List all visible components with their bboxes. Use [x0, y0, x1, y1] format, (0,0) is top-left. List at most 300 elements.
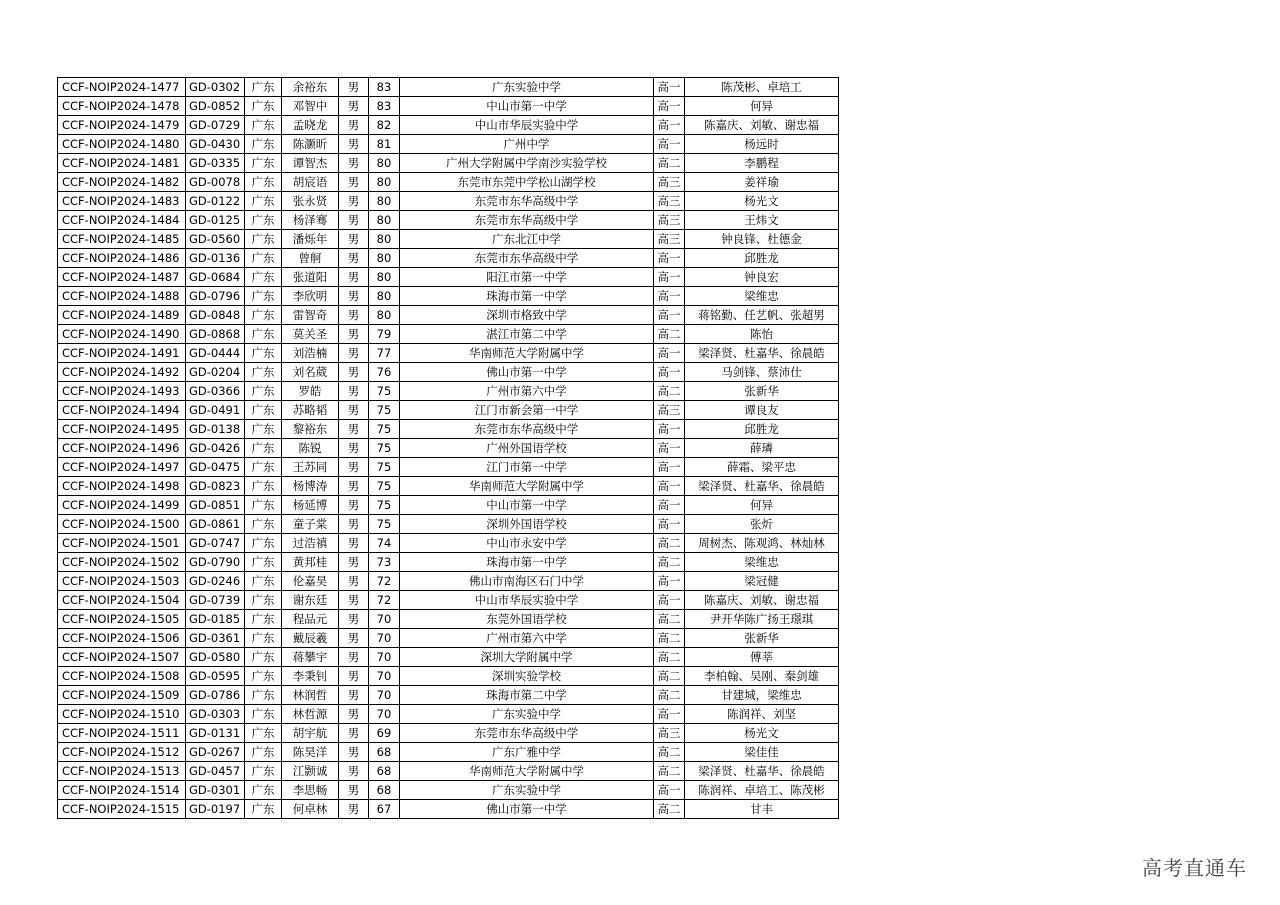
- table-row: [58, 192, 839, 211]
- province-cell: 广东: [245, 344, 282, 363]
- coach-cell: 陈茂彬、卓培工: [685, 78, 839, 97]
- school-cell: 广东实验中学: [400, 78, 654, 97]
- registration-id-cell: CCF-NOIP2024-1505: [58, 610, 186, 629]
- exam-number-cell: GD-0852: [186, 97, 245, 116]
- grade-cell: 高二: [654, 553, 685, 572]
- grade-cell: 高三: [654, 173, 685, 192]
- gender-cell: 男: [339, 97, 369, 116]
- student-name-cell: 谭智杰: [282, 154, 339, 173]
- exam-number-cell: GD-0267: [186, 743, 245, 762]
- grade-cell: 高三: [654, 724, 685, 743]
- score-cell: 80: [369, 287, 400, 306]
- exam-number-cell: GD-0444: [186, 344, 245, 363]
- province-cell: 广东: [245, 135, 282, 154]
- coach-cell: 杨光文: [685, 724, 839, 743]
- coach-cell: 薛霜、梁平忠: [685, 458, 839, 477]
- score-cell: 75: [369, 496, 400, 515]
- registration-id-cell: CCF-NOIP2024-1495: [58, 420, 186, 439]
- registration-id-cell: CCF-NOIP2024-1510: [58, 705, 186, 724]
- gender-cell: 男: [339, 591, 369, 610]
- province-cell: 广东: [245, 496, 282, 515]
- coach-cell: 何异: [685, 496, 839, 515]
- grade-cell: 高一: [654, 591, 685, 610]
- school-cell: 广州中学: [400, 135, 654, 154]
- grade-cell: 高二: [654, 534, 685, 553]
- coach-cell: 马剑锋、蔡沛仕: [685, 363, 839, 382]
- score-cell: 67: [369, 800, 400, 819]
- exam-number-cell: GD-0739: [186, 591, 245, 610]
- province-cell: 广东: [245, 287, 282, 306]
- table-row: [58, 344, 839, 363]
- province-cell: 广东: [245, 686, 282, 705]
- coach-cell: 邱胜龙: [685, 249, 839, 268]
- exam-number-cell: GD-0301: [186, 781, 245, 800]
- coach-cell: 梁维忠: [685, 553, 839, 572]
- school-cell: 广州大学附属中学南沙实验学校: [400, 154, 654, 173]
- score-cell: 80: [369, 211, 400, 230]
- school-cell: 中山市华辰实验中学: [400, 591, 654, 610]
- score-cell: 68: [369, 781, 400, 800]
- exam-number-cell: GD-0246: [186, 572, 245, 591]
- exam-number-cell: GD-0204: [186, 363, 245, 382]
- coach-cell: 梁冠健: [685, 572, 839, 591]
- school-cell: 佛山市第一中学: [400, 800, 654, 819]
- score-cell: 80: [369, 230, 400, 249]
- gender-cell: 男: [339, 629, 369, 648]
- score-cell: 80: [369, 154, 400, 173]
- gender-cell: 男: [339, 325, 369, 344]
- score-cell: 80: [369, 306, 400, 325]
- grade-cell: 高一: [654, 515, 685, 534]
- score-cell: 75: [369, 420, 400, 439]
- grade-cell: 高一: [654, 496, 685, 515]
- province-cell: 广东: [245, 762, 282, 781]
- gender-cell: 男: [339, 154, 369, 173]
- gender-cell: 男: [339, 249, 369, 268]
- registration-id-cell: CCF-NOIP2024-1501: [58, 534, 186, 553]
- student-name-cell: 刘名葳: [282, 363, 339, 382]
- exam-number-cell: GD-0580: [186, 648, 245, 667]
- province-cell: 广东: [245, 743, 282, 762]
- gender-cell: 男: [339, 724, 369, 743]
- student-name-cell: 张道阳: [282, 268, 339, 287]
- score-cell: 75: [369, 439, 400, 458]
- registration-id-cell: CCF-NOIP2024-1486: [58, 249, 186, 268]
- exam-number-cell: GD-0426: [186, 439, 245, 458]
- student-name-cell: 刘浩楠: [282, 344, 339, 363]
- table-row: [58, 648, 839, 667]
- student-name-cell: 江颢诚: [282, 762, 339, 781]
- school-cell: 江门市新会第一中学: [400, 401, 654, 420]
- province-cell: 广东: [245, 439, 282, 458]
- school-cell: 中山市华辰实验中学: [400, 116, 654, 135]
- results-table: [57, 77, 839, 819]
- coach-cell: 梁泽贤、杜嘉华、徐晨皓: [685, 344, 839, 363]
- coach-cell: 蒋铭勤、任艺帆、张超男: [685, 306, 839, 325]
- coach-cell: 邱胜龙: [685, 420, 839, 439]
- table-row: [58, 97, 839, 116]
- student-name-cell: 过浩禛: [282, 534, 339, 553]
- school-cell: 华南师范大学附属中学: [400, 762, 654, 781]
- registration-id-cell: CCF-NOIP2024-1507: [58, 648, 186, 667]
- registration-id-cell: CCF-NOIP2024-1477: [58, 78, 186, 97]
- school-cell: 华南师范大学附属中学: [400, 477, 654, 496]
- coach-cell: 梁维忠: [685, 287, 839, 306]
- province-cell: 广东: [245, 629, 282, 648]
- score-cell: 77: [369, 344, 400, 363]
- gender-cell: 男: [339, 477, 369, 496]
- grade-cell: 高二: [654, 382, 685, 401]
- coach-cell: 钟良宏: [685, 268, 839, 287]
- province-cell: 广东: [245, 534, 282, 553]
- score-cell: 75: [369, 458, 400, 477]
- coach-cell: 谭良友: [685, 401, 839, 420]
- school-cell: 中山市第一中学: [400, 496, 654, 515]
- grade-cell: 高二: [654, 762, 685, 781]
- grade-cell: 高一: [654, 344, 685, 363]
- grade-cell: 高二: [654, 667, 685, 686]
- registration-id-cell: CCF-NOIP2024-1488: [58, 287, 186, 306]
- table-row: [58, 211, 839, 230]
- table-row: [58, 515, 839, 534]
- student-name-cell: 潘烁年: [282, 230, 339, 249]
- province-cell: 广东: [245, 116, 282, 135]
- gender-cell: 男: [339, 401, 369, 420]
- exam-number-cell: GD-0457: [186, 762, 245, 781]
- gender-cell: 男: [339, 667, 369, 686]
- province-cell: 广东: [245, 78, 282, 97]
- table-row: [58, 154, 839, 173]
- table-row: [58, 762, 839, 781]
- registration-id-cell: CCF-NOIP2024-1508: [58, 667, 186, 686]
- student-name-cell: 张永贤: [282, 192, 339, 211]
- province-cell: 广东: [245, 306, 282, 325]
- registration-id-cell: CCF-NOIP2024-1499: [58, 496, 186, 515]
- grade-cell: 高一: [654, 439, 685, 458]
- gender-cell: 男: [339, 610, 369, 629]
- table-row: [58, 534, 839, 553]
- student-name-cell: 林润哲: [282, 686, 339, 705]
- exam-number-cell: GD-0851: [186, 496, 245, 515]
- table-row: [58, 420, 839, 439]
- school-cell: 珠海市第一中学: [400, 553, 654, 572]
- gender-cell: 男: [339, 743, 369, 762]
- score-cell: 68: [369, 762, 400, 781]
- school-cell: 广东广雅中学: [400, 743, 654, 762]
- gender-cell: 男: [339, 363, 369, 382]
- exam-number-cell: GD-0684: [186, 268, 245, 287]
- registration-id-cell: CCF-NOIP2024-1513: [58, 762, 186, 781]
- school-cell: 深圳外国语学校: [400, 515, 654, 534]
- score-cell: 75: [369, 515, 400, 534]
- student-name-cell: 李欣明: [282, 287, 339, 306]
- registration-id-cell: CCF-NOIP2024-1493: [58, 382, 186, 401]
- gender-cell: 男: [339, 173, 369, 192]
- registration-id-cell: CCF-NOIP2024-1502: [58, 553, 186, 572]
- coach-cell: 陈嘉庆、刘敏、谢忠福: [685, 116, 839, 135]
- grade-cell: 高三: [654, 192, 685, 211]
- score-cell: 70: [369, 667, 400, 686]
- school-cell: 佛山市第一中学: [400, 363, 654, 382]
- grade-cell: 高二: [654, 325, 685, 344]
- exam-number-cell: GD-0560: [186, 230, 245, 249]
- exam-number-cell: GD-0475: [186, 458, 245, 477]
- province-cell: 广东: [245, 211, 282, 230]
- score-cell: 70: [369, 705, 400, 724]
- school-cell: 东莞市东华高级中学: [400, 192, 654, 211]
- exam-number-cell: GD-0136: [186, 249, 245, 268]
- registration-id-cell: CCF-NOIP2024-1491: [58, 344, 186, 363]
- school-cell: 湛江市第二中学: [400, 325, 654, 344]
- table-row: [58, 439, 839, 458]
- registration-id-cell: CCF-NOIP2024-1500: [58, 515, 186, 534]
- grade-cell: 高二: [654, 610, 685, 629]
- province-cell: 广东: [245, 515, 282, 534]
- exam-number-cell: GD-0361: [186, 629, 245, 648]
- coach-cell: 李柏翰、吴刚、秦剑雄: [685, 667, 839, 686]
- student-name-cell: 林哲源: [282, 705, 339, 724]
- exam-number-cell: GD-0747: [186, 534, 245, 553]
- score-cell: 80: [369, 249, 400, 268]
- province-cell: 广东: [245, 458, 282, 477]
- school-cell: 东莞市东莞中学松山湖学校: [400, 173, 654, 192]
- gender-cell: 男: [339, 705, 369, 724]
- grade-cell: 高三: [654, 230, 685, 249]
- gender-cell: 男: [339, 116, 369, 135]
- coach-cell: 薛璘: [685, 439, 839, 458]
- registration-id-cell: CCF-NOIP2024-1509: [58, 686, 186, 705]
- coach-cell: 姜祥瑜: [685, 173, 839, 192]
- grade-cell: 高一: [654, 477, 685, 496]
- school-cell: 广州市第六中学: [400, 629, 654, 648]
- coach-cell: 何异: [685, 97, 839, 116]
- score-cell: 80: [369, 192, 400, 211]
- student-name-cell: 程品元: [282, 610, 339, 629]
- table-row: [58, 610, 839, 629]
- school-cell: 华南师范大学附属中学: [400, 344, 654, 363]
- student-name-cell: 杨延博: [282, 496, 339, 515]
- gender-cell: 男: [339, 648, 369, 667]
- score-cell: 75: [369, 477, 400, 496]
- exam-number-cell: GD-0125: [186, 211, 245, 230]
- school-cell: 广州市第六中学: [400, 382, 654, 401]
- grade-cell: 高二: [654, 800, 685, 819]
- table-row: [58, 382, 839, 401]
- table-row: [58, 135, 839, 154]
- student-name-cell: 何卓林: [282, 800, 339, 819]
- school-cell: 广州外国语学校: [400, 439, 654, 458]
- province-cell: 广东: [245, 553, 282, 572]
- gender-cell: 男: [339, 800, 369, 819]
- score-cell: 79: [369, 325, 400, 344]
- gender-cell: 男: [339, 420, 369, 439]
- exam-number-cell: GD-0729: [186, 116, 245, 135]
- student-name-cell: 童子棠: [282, 515, 339, 534]
- student-name-cell: 陈昊洋: [282, 743, 339, 762]
- student-name-cell: 王苏同: [282, 458, 339, 477]
- student-name-cell: 杨博涛: [282, 477, 339, 496]
- province-cell: 广东: [245, 325, 282, 344]
- table-row: [58, 249, 839, 268]
- registration-id-cell: CCF-NOIP2024-1497: [58, 458, 186, 477]
- province-cell: 广东: [245, 572, 282, 591]
- student-name-cell: 胡宸语: [282, 173, 339, 192]
- gender-cell: 男: [339, 458, 369, 477]
- coach-cell: 王炜文: [685, 211, 839, 230]
- student-name-cell: 蒋攀宇: [282, 648, 339, 667]
- coach-cell: 陈嘉庆、刘敏、谢忠福: [685, 591, 839, 610]
- grade-cell: 高二: [654, 154, 685, 173]
- score-cell: 70: [369, 686, 400, 705]
- coach-cell: 张炘: [685, 515, 839, 534]
- table-row: [58, 781, 839, 800]
- province-cell: 广东: [245, 249, 282, 268]
- exam-number-cell: GD-0138: [186, 420, 245, 439]
- student-name-cell: 曾舸: [282, 249, 339, 268]
- grade-cell: 高一: [654, 97, 685, 116]
- grade-cell: 高二: [654, 629, 685, 648]
- school-cell: 深圳大学附属中学: [400, 648, 654, 667]
- coach-cell: 梁佳佳: [685, 743, 839, 762]
- gender-cell: 男: [339, 781, 369, 800]
- table-row: [58, 686, 839, 705]
- school-cell: 佛山市南海区石门中学: [400, 572, 654, 591]
- score-cell: 81: [369, 135, 400, 154]
- gender-cell: 男: [339, 515, 369, 534]
- province-cell: 广东: [245, 382, 282, 401]
- student-name-cell: 黎裕东: [282, 420, 339, 439]
- score-cell: 82: [369, 116, 400, 135]
- gender-cell: 男: [339, 344, 369, 363]
- province-cell: 广东: [245, 173, 282, 192]
- province-cell: 广东: [245, 154, 282, 173]
- exam-number-cell: GD-0786: [186, 686, 245, 705]
- school-cell: 广东北江中学: [400, 230, 654, 249]
- score-cell: 76: [369, 363, 400, 382]
- exam-number-cell: GD-0185: [186, 610, 245, 629]
- score-cell: 83: [369, 97, 400, 116]
- gender-cell: 男: [339, 762, 369, 781]
- gender-cell: 男: [339, 534, 369, 553]
- registration-id-cell: CCF-NOIP2024-1496: [58, 439, 186, 458]
- province-cell: 广东: [245, 477, 282, 496]
- table-row: [58, 496, 839, 515]
- coach-cell: 梁泽贤、杜嘉华、徐晨皓: [685, 762, 839, 781]
- gender-cell: 男: [339, 287, 369, 306]
- student-name-cell: 莫关圣: [282, 325, 339, 344]
- coach-cell: 杨光文: [685, 192, 839, 211]
- coach-cell: 周树杰、陈观鸿、林灿林: [685, 534, 839, 553]
- score-cell: 75: [369, 401, 400, 420]
- province-cell: 广东: [245, 781, 282, 800]
- gender-cell: 男: [339, 135, 369, 154]
- exam-number-cell: GD-0595: [186, 667, 245, 686]
- province-cell: 广东: [245, 667, 282, 686]
- province-cell: 广东: [245, 268, 282, 287]
- table-row: [58, 477, 839, 496]
- school-cell: 中山市第一中学: [400, 97, 654, 116]
- registration-id-cell: CCF-NOIP2024-1503: [58, 572, 186, 591]
- table-row: [58, 743, 839, 762]
- school-cell: 江门市第一中学: [400, 458, 654, 477]
- school-cell: 东莞市东华高级中学: [400, 420, 654, 439]
- registration-id-cell: CCF-NOIP2024-1484: [58, 211, 186, 230]
- coach-cell: 钟良锋、杜德金: [685, 230, 839, 249]
- grade-cell: 高二: [654, 743, 685, 762]
- grade-cell: 高一: [654, 268, 685, 287]
- province-cell: 广东: [245, 97, 282, 116]
- exam-number-cell: GD-0197: [186, 800, 245, 819]
- table-row: [58, 572, 839, 591]
- score-cell: 83: [369, 78, 400, 97]
- student-name-cell: 陈灏昕: [282, 135, 339, 154]
- registration-id-cell: CCF-NOIP2024-1515: [58, 800, 186, 819]
- province-cell: 广东: [245, 648, 282, 667]
- school-cell: 广东实验中学: [400, 781, 654, 800]
- gender-cell: 男: [339, 211, 369, 230]
- results-table-body: [58, 78, 839, 819]
- grade-cell: 高三: [654, 211, 685, 230]
- province-cell: 广东: [245, 363, 282, 382]
- grade-cell: 高一: [654, 705, 685, 724]
- coach-cell: 梁泽贤、杜嘉华、徐晨皓: [685, 477, 839, 496]
- exam-number-cell: GD-0302: [186, 78, 245, 97]
- registration-id-cell: CCF-NOIP2024-1480: [58, 135, 186, 154]
- score-cell: 70: [369, 610, 400, 629]
- student-name-cell: 李秉钊: [282, 667, 339, 686]
- coach-cell: 张新华: [685, 629, 839, 648]
- student-name-cell: 黄邦桂: [282, 553, 339, 572]
- exam-number-cell: GD-0335: [186, 154, 245, 173]
- gender-cell: 男: [339, 496, 369, 515]
- province-cell: 广东: [245, 230, 282, 249]
- table-row: [58, 591, 839, 610]
- exam-number-cell: GD-0303: [186, 705, 245, 724]
- gender-cell: 男: [339, 192, 369, 211]
- registration-id-cell: CCF-NOIP2024-1511: [58, 724, 186, 743]
- student-name-cell: 余裕东: [282, 78, 339, 97]
- grade-cell: 高一: [654, 781, 685, 800]
- table-row: [58, 629, 839, 648]
- table-row: [58, 325, 839, 344]
- school-cell: 中山市永安中学: [400, 534, 654, 553]
- registration-id-cell: CCF-NOIP2024-1506: [58, 629, 186, 648]
- grade-cell: 高一: [654, 363, 685, 382]
- school-cell: 东莞外国语学校: [400, 610, 654, 629]
- registration-id-cell: CCF-NOIP2024-1490: [58, 325, 186, 344]
- table-row: [58, 173, 839, 192]
- grade-cell: 高一: [654, 78, 685, 97]
- grade-cell: 高二: [654, 686, 685, 705]
- table-row: [58, 116, 839, 135]
- gender-cell: 男: [339, 572, 369, 591]
- grade-cell: 高二: [654, 648, 685, 667]
- registration-id-cell: CCF-NOIP2024-1481: [58, 154, 186, 173]
- score-cell: 70: [369, 629, 400, 648]
- registration-id-cell: CCF-NOIP2024-1498: [58, 477, 186, 496]
- province-cell: 广东: [245, 591, 282, 610]
- province-cell: 广东: [245, 800, 282, 819]
- student-name-cell: 李思畅: [282, 781, 339, 800]
- school-cell: 东莞市东华高级中学: [400, 724, 654, 743]
- registration-id-cell: CCF-NOIP2024-1489: [58, 306, 186, 325]
- coach-cell: 尹开华陈广扬王璟琪: [685, 610, 839, 629]
- table-row: [58, 705, 839, 724]
- province-cell: 广东: [245, 724, 282, 743]
- school-cell: 东莞市东华高级中学: [400, 211, 654, 230]
- exam-number-cell: GD-0848: [186, 306, 245, 325]
- registration-id-cell: CCF-NOIP2024-1482: [58, 173, 186, 192]
